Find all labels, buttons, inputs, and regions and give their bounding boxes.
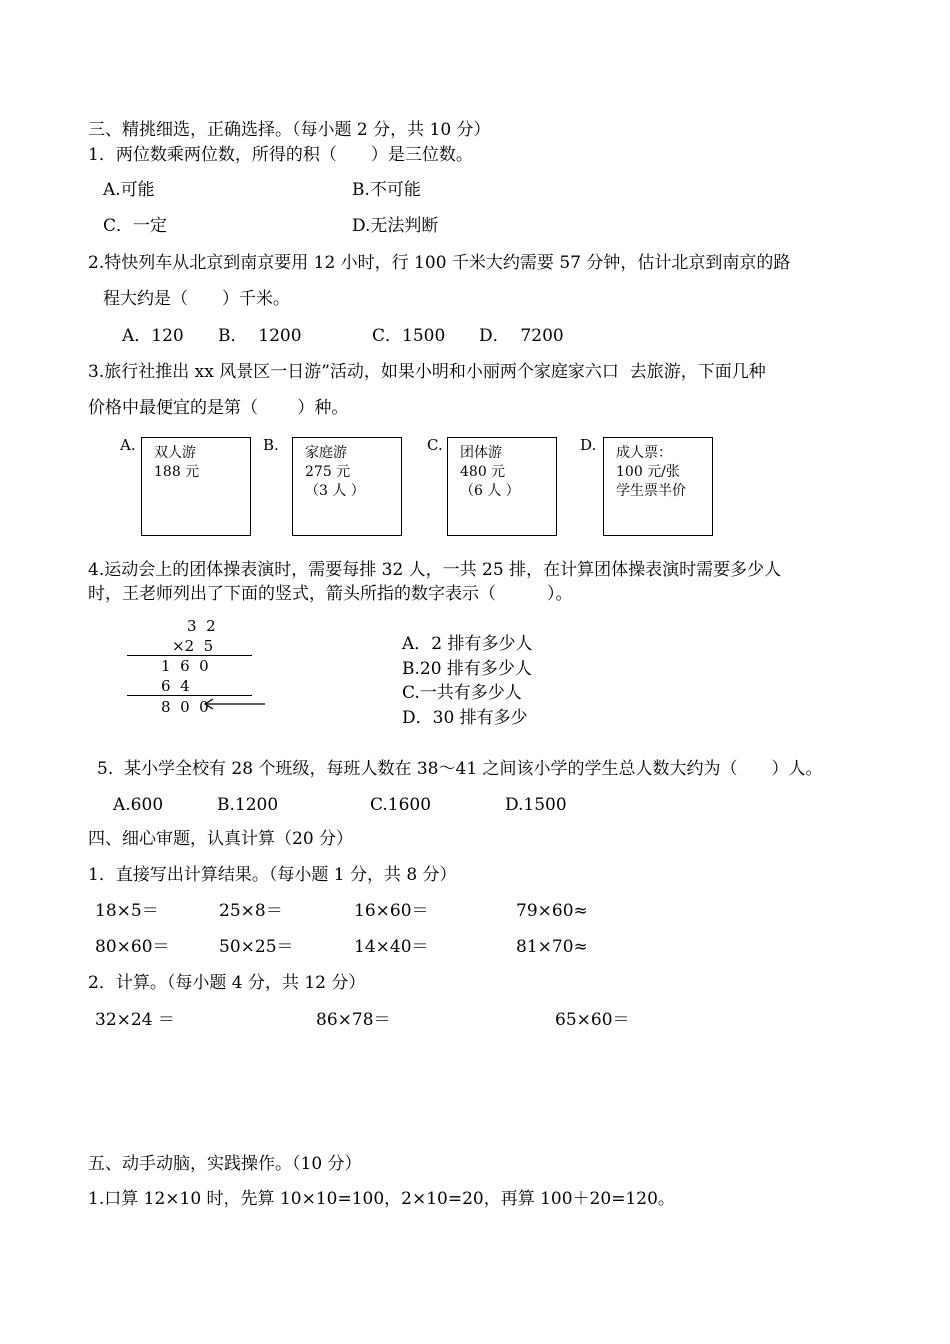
q2-option-c: C．1500 bbox=[372, 326, 446, 346]
q1-option-c: C．一定 bbox=[103, 216, 168, 236]
q3-choice-b-line2: 275 元 bbox=[305, 464, 351, 480]
q4-calc-row1: 3 2 bbox=[187, 617, 216, 635]
q3-choice-a-letter: A. bbox=[120, 436, 136, 454]
q2-option-d: D． 7200 bbox=[479, 326, 564, 346]
arrow-icon bbox=[203, 697, 267, 711]
q4-calc-row3: 1 6 0 bbox=[161, 657, 209, 675]
q1-text: 1．两位数乘两位数，所得的积（ ）是三位数。 bbox=[88, 145, 473, 165]
section5-q1: 1.口算 12×10 时，先算 10×10=100，2×10=20，再算 100＋20=120。 bbox=[88, 1189, 675, 1209]
calc-r1-c3: 16×60＝ bbox=[354, 901, 429, 921]
calc2-item3: 65×60＝ bbox=[555, 1010, 630, 1030]
calc-r1-c4: 79×60≈ bbox=[516, 901, 588, 921]
q3-choice-d-line1: 成人票： bbox=[616, 445, 672, 461]
calc2-item1: 32×24 ＝ bbox=[95, 1010, 175, 1030]
q1-option-a: A.可能 bbox=[103, 180, 155, 200]
section4-title: 四、细心审题，认真计算（20 分） bbox=[88, 829, 354, 849]
calc-r2-c3: 14×40＝ bbox=[354, 937, 429, 957]
q5-text: 5. 某小学全校有 28 个班级，每班人数在 38～41 之间该小学的学生总人数大约为（ ）人。 bbox=[97, 759, 823, 779]
q4-option-c: C.一共有多少人 bbox=[402, 683, 522, 703]
q3-choice-d-letter: D. bbox=[580, 436, 597, 454]
q3-choice-b-letter: B. bbox=[263, 436, 279, 454]
q2-line2: 程大约是（ ）千米。 bbox=[103, 289, 290, 309]
q4-line2: 时，王老师列出了下面的竖式，箭头所指的数字表示（ ）。 bbox=[88, 584, 573, 604]
calc2-item2: 86×78＝ bbox=[316, 1010, 391, 1030]
q1-option-b: B.不可能 bbox=[352, 180, 421, 200]
section4-part1-title: 1．直接写出计算结果。（每小题 1 分，共 8 分） bbox=[88, 865, 457, 885]
q5-option-a: A.600 bbox=[113, 795, 164, 815]
q3-choice-a-line2: 188 元 bbox=[154, 464, 200, 480]
q3-choice-c-line1: 团体游 bbox=[460, 445, 502, 461]
q3-choice-b-box bbox=[292, 437, 402, 536]
q5-option-c: C.1600 bbox=[370, 795, 432, 815]
q5-option-b: B.1200 bbox=[217, 795, 279, 815]
q3-choice-d-box bbox=[603, 437, 713, 536]
q2-option-a: A．120 bbox=[122, 326, 184, 346]
q4-calc-row2: ×2 5 bbox=[172, 637, 214, 655]
q4-option-b: B.20 排有多少人 bbox=[402, 659, 532, 679]
q3-line2: 价格中最便宜的是第（ ）种。 bbox=[88, 398, 349, 418]
q5-option-d: D.1500 bbox=[505, 795, 567, 815]
q1-option-d: D.无法判断 bbox=[352, 216, 439, 236]
calc-r1-c1: 18×5＝ bbox=[95, 901, 159, 921]
calc-r2-c4: 81×70≈ bbox=[516, 937, 588, 957]
q3-choice-c-box bbox=[447, 437, 557, 536]
q4-calc-line2 bbox=[127, 695, 252, 696]
q3-choice-b-line3: （3 人 ） bbox=[305, 483, 365, 499]
q4-option-a: A．2 排有多少人 bbox=[402, 634, 533, 654]
q3-choice-a-box bbox=[141, 437, 251, 536]
q3-choice-d-line2: 100 元/张 bbox=[616, 464, 680, 480]
q4-calc-line1 bbox=[127, 655, 252, 656]
q3-choice-c-line2: 480 元 bbox=[460, 464, 506, 480]
section4-part2-title: 2．计算。（每小题 4 分，共 12 分） bbox=[88, 973, 366, 993]
q3-choice-a-line1: 双人游 bbox=[154, 445, 196, 461]
q4-calc-row4: 6 4 bbox=[161, 677, 190, 695]
q3-choice-c-line3: （6 人 ） bbox=[460, 483, 520, 499]
q3-choice-c-letter: C. bbox=[427, 436, 443, 454]
q2-option-b: B． 1200 bbox=[218, 326, 302, 346]
q3-line1: 3.旅行社推出 xx 风景区一日游”活动，如果小明和小丽两个家庭家六口 去旅游，下面几种 bbox=[88, 362, 766, 382]
section5-title: 五、动手动脑，实践操作。（10 分） bbox=[88, 1154, 362, 1174]
q4-calc-row5: 8 0 0 bbox=[161, 698, 209, 716]
calc-r1-c2: 25×8＝ bbox=[219, 901, 283, 921]
q4-option-d: D．30 排有多少 bbox=[402, 708, 528, 728]
q3-choice-d-line3: 学生票半价 bbox=[616, 483, 686, 499]
q4-line1: 4.运动会上的团体操表演时，需要每排 32 人，一共 25 排，在计算团体操表演时需要多少人 bbox=[88, 560, 782, 580]
q2-line1: 2.特快列车从北京到南京要用 12 小时，行 100 千米大约需要 57 分钟，估计北京到南京的路 bbox=[88, 253, 791, 273]
calc-r2-c1: 80×60＝ bbox=[95, 937, 170, 957]
calc-r2-c2: 50×25＝ bbox=[219, 937, 294, 957]
q3-choice-b-line1: 家庭游 bbox=[305, 445, 347, 461]
section3-title: 三、精挑细选，正确选择。（每小题 2 分，共 10 分） bbox=[88, 120, 491, 140]
